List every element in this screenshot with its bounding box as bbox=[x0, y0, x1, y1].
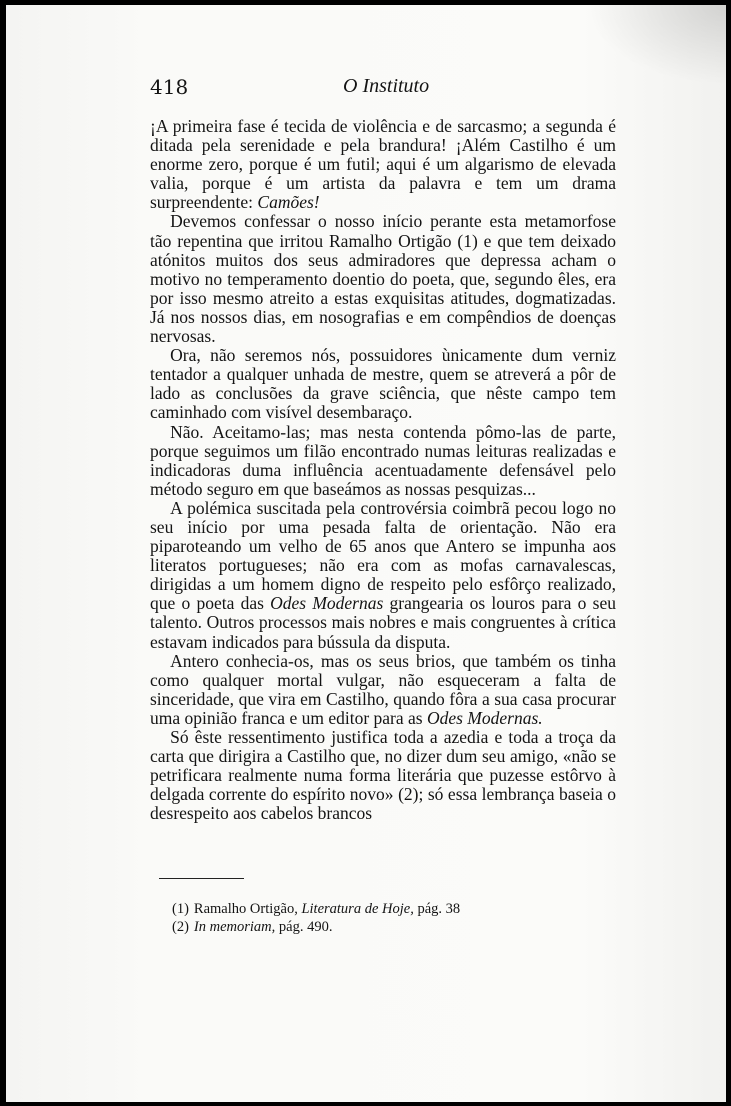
emphasis: Odes Modernas. bbox=[426, 707, 543, 728]
page-header bbox=[150, 75, 616, 101]
paragraph: Devemos confessar o nosso início perante esta metamorfose tão repentina que irritou Ramalho Ortigão (1) e que tem deixado atónitos muitos dos seus admiradores que depressa acham o motivo no temperamento doentio do poeta, que, segundo êles, era por isso mesmo atreito a estas exquisitas atitudes, dogmatizadas. Já nos nossos dias, em nosografias e em compêndios de doenças nervosas. bbox=[150, 211, 616, 347]
emphasis: Odes Modernas bbox=[270, 593, 384, 614]
footnotes bbox=[172, 900, 592, 936]
body-text bbox=[150, 117, 616, 823]
paragraph: Só êste ressentimento justifica toda a azedia e toda a troça da carta que dirigira a Castilho que, no dizer dum seu amigo, «não se petrificara realmente numa forma literária que puzesse estôrvo à delgada corrente do espírito novo» (2); só essa lembrança baseia o desrespeito aos cabelos brancos bbox=[150, 727, 616, 824]
footnote-mark: (1) bbox=[172, 901, 189, 917]
paragraph: ¡A primeira fase é tecida de violência e de sarcasmo; a segunda é ditada pela serenidade e pela brandura! ¡Além Castilho é um enorme zero, porque é um futil; aqui é um algarismo de elevada valia, porque é um artista da palavra e tem um drama surpreendente: Camões! bbox=[150, 116, 616, 213]
paragraph: Ora, não seremos nós, possuidores ùnicamente dum verniz tentador a qualquer unhada de mestre, quem se atreverá a pôr de lado as conclusões da grave sciência, que nêste campo tem caminhado com visível desembaraço. bbox=[150, 345, 616, 423]
footnote-mark: (2) bbox=[172, 919, 189, 935]
footnote: (1) Ramalho Ortigão, Literatura de Hoje, pág. 38 bbox=[172, 901, 461, 917]
footnote-divider bbox=[159, 878, 244, 879]
page-number: 418 bbox=[150, 75, 189, 99]
footnote: (2) In memoriam, pág. 490. bbox=[172, 919, 333, 935]
emphasis: Camões! bbox=[257, 192, 320, 213]
footnote-title: Literatura de Hoje, bbox=[301, 901, 414, 917]
paragraph: Não. Aceitamo-las; mas nesta contenda pômo-las de parte, porque seguimos um filão encontrado numas leituras realizadas e indicadoras duma influência acentuadamente defensável pelo método seguro em que baseámos as nossas pesquizas... bbox=[150, 421, 616, 499]
running-title: O Instituto bbox=[343, 75, 430, 97]
paragraph: Antero conhecia-os, mas os seus brios, que também os tinha como qualquer mortal vulgar, não esqueceram a falta de sinceridade, que vira em Castilho, quando fôra a sua casa procurar uma opinião franca e um editor para as Odes Modernas. bbox=[150, 650, 616, 728]
footnote-title: In memoriam, bbox=[193, 919, 276, 935]
paragraph: A polémica suscitada pela controvérsia coimbrã pecou logo no seu início por uma pesada falta de orientação. Não era piparoteando um velho de 65 anos que Antero se impunha aos literatos portugueses; não era com as mofas carnavalescas, dirigidas a um homem digno de respeito pelo esfôrço realizado, que o poeta das Odes Modernas grangearia os louros para o seu talento. Outros processos mais nobres e mais congruentes à crítica estavam indicados para bússula da disputa. bbox=[150, 497, 616, 652]
